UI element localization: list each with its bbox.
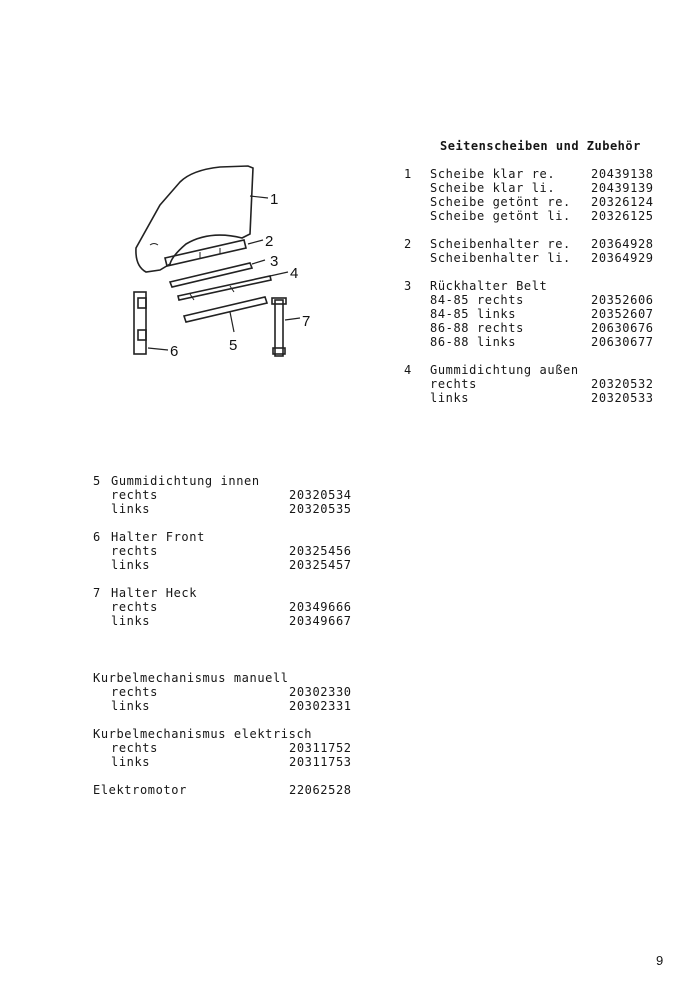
group-4 (404, 363, 694, 405)
item-code: 20326125 (591, 209, 654, 223)
item-code: 20311753 (289, 755, 352, 769)
item-code: 20302331 (289, 699, 352, 713)
group-1 (404, 167, 694, 223)
page-number: 9 (656, 953, 664, 968)
item-desc: links (430, 391, 470, 405)
window-parts-diagram (120, 160, 320, 370)
callout-3: 3 (270, 253, 279, 270)
front-holder (134, 292, 146, 354)
item-code: 20364929 (591, 251, 654, 265)
item-desc: links (111, 502, 151, 516)
group-number: 6 (93, 530, 101, 544)
item-code: 20302330 (289, 685, 352, 699)
item-code: 20320533 (591, 391, 654, 405)
item-code: 20325457 (289, 558, 352, 572)
callout-4: 4 (290, 265, 299, 282)
group-title: Kurbelmechanismus elektrisch (93, 727, 313, 741)
group-title: Halter Heck (111, 586, 198, 600)
callout-5: 5 (229, 337, 238, 354)
item-code: 22062528 (289, 783, 352, 797)
item-code: 20349667 (289, 614, 352, 628)
group-2 (404, 237, 694, 265)
group-title: Kurbelmechanismus manuell (93, 671, 289, 685)
item-desc: Scheibe getönt re. (430, 195, 571, 209)
item-code: 20630677 (591, 335, 654, 349)
group-number: 5 (93, 474, 101, 488)
item-desc: Scheibe klar re. (430, 167, 556, 181)
callout-6: 6 (170, 343, 179, 360)
item-desc: Scheibenhalter re. (430, 237, 571, 251)
item-desc: links (111, 614, 151, 628)
item-desc: rechts (111, 741, 158, 755)
group-title: Halter Front (111, 530, 205, 544)
group-crank-manual (93, 671, 373, 713)
item-desc: rechts (111, 544, 158, 558)
inner-seal (184, 297, 267, 322)
group-number: 2 (404, 237, 412, 251)
item-desc: links (111, 755, 151, 769)
item-code: 20352606 (591, 293, 654, 307)
item-code: 20326124 (591, 195, 654, 209)
item-desc: rechts (111, 600, 158, 614)
callout-2: 2 (265, 233, 274, 250)
mechanism-parts-list (93, 671, 373, 797)
window-glass (136, 166, 253, 272)
item-desc: rechts (111, 488, 158, 502)
item-code: 20320534 (289, 488, 352, 502)
group-number: 4 (404, 363, 412, 377)
callout-7: 7 (302, 313, 311, 330)
group-crank-electric (93, 727, 373, 769)
callout-1: 1 (270, 191, 279, 208)
group-number: 3 (404, 279, 412, 293)
group-title: Gummidichtung innen (111, 474, 260, 488)
group-5 (93, 474, 373, 516)
right-parts-list (404, 167, 694, 405)
group-number: 7 (93, 586, 101, 600)
item-desc: 86-88 rechts (430, 321, 524, 335)
group-7 (93, 586, 373, 628)
group-title: Rückhalter Belt (430, 279, 548, 293)
item-code: 20320532 (591, 377, 654, 391)
item-desc: links (111, 699, 151, 713)
item-desc: 86-88 links (430, 335, 517, 349)
item-code: 20349666 (289, 600, 352, 614)
item-desc: 84-85 rechts (430, 293, 524, 307)
group-3 (404, 279, 694, 349)
item-desc: rechts (111, 685, 158, 699)
page-title: Seitenscheiben und Zubehör (440, 139, 641, 153)
item-code: 20311752 (289, 741, 352, 755)
item-desc: 84-85 links (430, 307, 517, 321)
item-code: 20364928 (591, 237, 654, 251)
item-desc: Scheibe klar li. (430, 181, 556, 195)
left-parts-list (93, 474, 373, 628)
group-title: Gummidichtung außen (430, 363, 579, 377)
item-code: 20439139 (591, 181, 654, 195)
item-desc: Elektromotor (93, 783, 187, 797)
group-electric-motor (93, 783, 373, 797)
item-code: 20325456 (289, 544, 352, 558)
item-code: 20352607 (591, 307, 654, 321)
item-code: 20439138 (591, 167, 654, 181)
item-desc: rechts (430, 377, 477, 391)
group-6 (93, 530, 373, 572)
item-desc: Scheibenhalter li. (430, 251, 571, 265)
item-desc: Scheibe getönt li. (430, 209, 571, 223)
group-number: 1 (404, 167, 412, 181)
item-desc: links (111, 558, 151, 572)
item-code: 20320535 (289, 502, 352, 516)
item-code: 20630676 (591, 321, 654, 335)
